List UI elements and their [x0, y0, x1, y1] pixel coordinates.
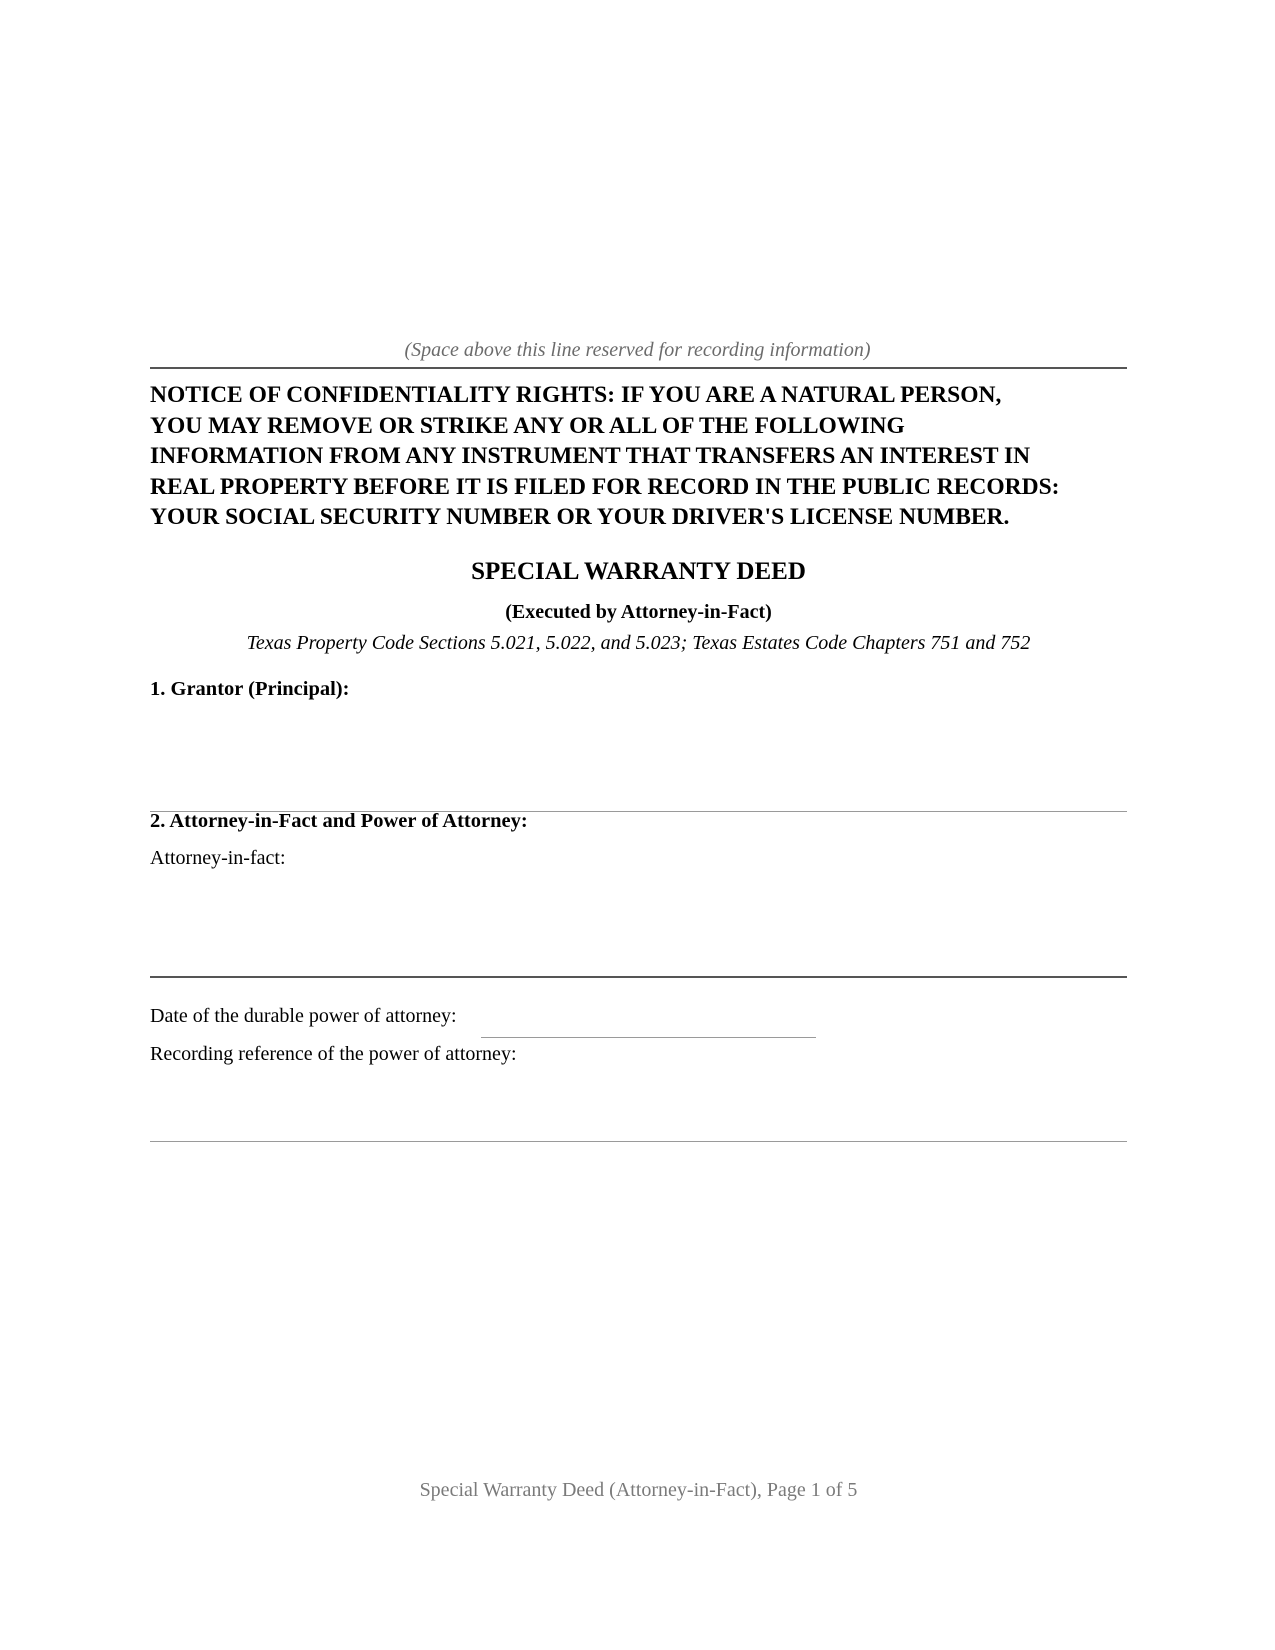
poa-date-label: Date of the durable power of attorney:	[150, 1005, 457, 1027]
notice-line: REAL PROPERTY BEFORE IT IS FILED FOR RECORD IN THE PUBLIC RECORDS:	[150, 473, 1060, 500]
statutory-citation: Texas Property Code Sections 5.021, 5.022, and 5.023; Texas Estates Code Chapters 751 and 752	[246, 632, 1031, 654]
recording-divider	[150, 367, 1127, 369]
attorney-in-fact-field-line[interactable]	[150, 976, 1127, 978]
notice-line: YOU MAY REMOVE OR STRIKE ANY OR ALL OF THE FOLLOWING	[150, 412, 905, 439]
page-footer: Special Warranty Deed (Attorney-in-Fact), Page 1 of 5	[419, 1479, 858, 1501]
recording-reference-field-line[interactable]	[150, 1141, 1127, 1142]
document-title: SPECIAL WARRANTY DEED	[471, 558, 806, 585]
document-subtitle: (Executed by Attorney-in-Fact)	[505, 601, 772, 623]
attorney-in-fact-label: Attorney-in-fact:	[150, 847, 286, 869]
notice-line: YOUR SOCIAL SECURITY NUMBER OR YOUR DRIVER'S LICENSE NUMBER.	[150, 504, 1010, 530]
recording-reference-label: Recording reference of the power of attorney:	[150, 1043, 517, 1065]
recording-space-note: (Space above this line reserved for recording information)	[404, 339, 871, 361]
confidentiality-notice	[150, 380, 1130, 533]
poa-date-field-line[interactable]	[481, 1037, 816, 1038]
notice-line: INFORMATION FROM ANY INSTRUMENT THAT TRANSFERS AN INTEREST IN	[150, 443, 1031, 469]
attorney-heading: 2. Attorney-in-Fact and Power of Attorney:	[150, 810, 528, 832]
grantor-heading: 1. Grantor (Principal):	[150, 678, 350, 700]
notice-line: NOTICE OF CONFIDENTIALITY RIGHTS: IF YOU ARE A NATURAL PERSON,	[150, 382, 1002, 408]
